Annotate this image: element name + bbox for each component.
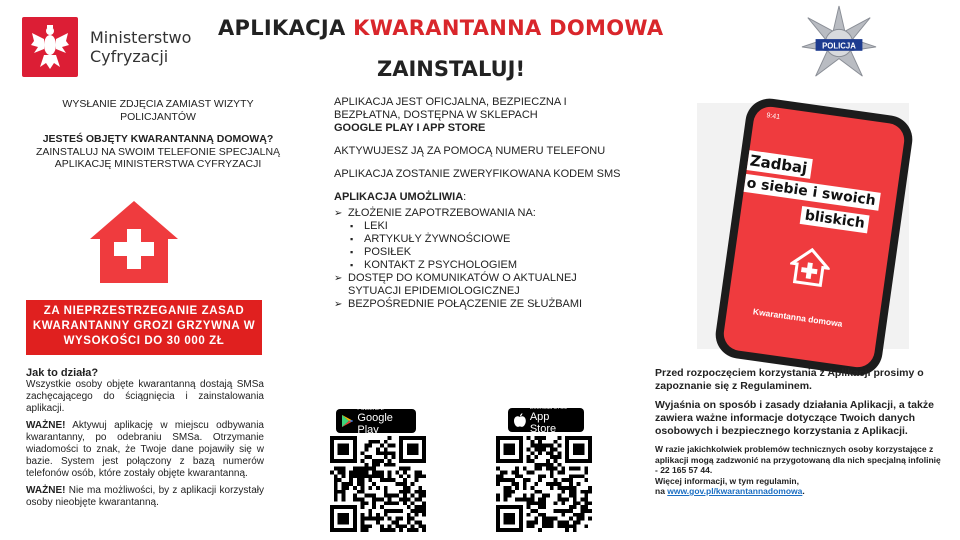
apple-small-text: Download on the (529, 405, 568, 411)
sub-feature-item: ▪ ARTYKUŁY ŻYWNOŚCIOWE (334, 233, 624, 246)
google-play-icon (342, 414, 353, 428)
helpline-note: W razie jakichkolwiek problemów technicznych osoby korzystające z aplikacji mogą zadzwonić na przygotowaną dla nich specjalną infolinię - 22 165 57 44. (655, 444, 941, 475)
app-name-on-screen: Kwarantanna domowa (752, 306, 844, 329)
phone-house-icon (787, 245, 832, 288)
install-text: ZAINSTALUJ NA SWOIM TELEFONIE SPECJALNĄ APLIKACJĘ MINISTERSTWA CYFRYZACJI (35, 145, 281, 170)
activation-info: AKTYWUJESZ JĄ ZA POMOCĄ NUMERU TELEFONU (334, 145, 606, 157)
google-play-badge[interactable] (336, 406, 416, 436)
app-store-qr-code[interactable] (496, 436, 592, 532)
police-label: POLICJA (822, 41, 856, 51)
regulations-intro: Przed rozpoczęciem korzystania z Aplikacji prosimy o zapoznanie się z Regulaminem. (655, 367, 924, 392)
app-store-badge[interactable] (508, 405, 584, 435)
ministry-line1: Ministerstwo (90, 28, 192, 47)
regulations-details: Wyjaśnia on sposób i zasady działania Aplikacji, a także zawiera ważne informacje dotyczące Twoich danych osobowych i bezpiecznego korzystania z Aplikacji. (655, 399, 934, 437)
features-list (334, 207, 624, 311)
phone-time: 9:41 (765, 112, 781, 122)
feature-item: ➢ ZŁOŻENIE ZAPOTRZEBOWANIA NA: (334, 207, 624, 220)
stores-names: GOOGLE PLAY I APP STORE (334, 122, 486, 134)
ministry-name (90, 28, 191, 66)
poland-eagle-logo (22, 17, 78, 77)
google-big-text: Google Play (357, 412, 393, 436)
eagle-icon (30, 23, 70, 71)
slogan-line2 (742, 174, 881, 211)
sub-feature-item: ▪ POSIŁEK (334, 246, 624, 259)
feature-item: ➢ DOSTĘP DO KOMUNIKATÓW O AKTUALNEJ SYTUACJI EPIDEMIOLOGICZNEJ (334, 272, 624, 298)
important-label: WAŻNE! (26, 485, 66, 496)
na-text: na (655, 486, 668, 496)
how-paragraph-1: Wszystkie osoby objęte kwarantanną dostają SMSa zachęcającego do ściągnięcia i zainstalowania aplikacji. (26, 379, 264, 414)
enables-label: APLIKACJA UMOŻLIWIA (334, 191, 464, 203)
how-title: Jak to działa? (26, 367, 99, 379)
slogan-word: Zadbaj (745, 150, 813, 179)
link-dot: . (802, 486, 805, 496)
important-label: WAŻNE! (26, 420, 66, 431)
enables-colon: : (463, 191, 467, 203)
page-title (218, 16, 663, 40)
title-red: KWARANTANNA DOMOWA (353, 16, 664, 40)
verification-info: APLIKACJA ZOSTANIE ZWERYFIKOWANA KODEM SMS (334, 168, 621, 180)
slogan-word: bliskich (800, 206, 870, 233)
enables-heading (334, 191, 624, 204)
how-p3-text: Nie ma możliwości, by z aplikacji korzystały osoby nieobjęte kwarantanną. (26, 485, 264, 508)
app-description (334, 96, 624, 311)
official-text: APLIKACJA JEST OFICJALNA, BEZPIECZNA I BEZPŁATNA, DOSTĘPNA W SKLEPACH (334, 96, 567, 121)
how-paragraph-2 (26, 420, 264, 480)
slogan-word: o siebie i swoich (742, 174, 881, 211)
intro-text: WYSŁANIE ZDJĘCIA ZAMIAST WIZYTY POLICJANTÓW (62, 98, 254, 123)
more-info-text: Więcej informacji, w tym regulamin, (655, 475, 799, 486)
sub-feature-item: ▪ KONTAKT Z PSYCHOLOGIEM (334, 259, 624, 272)
google-small-text: POBIERZ Z (357, 406, 384, 412)
feature-item: ➢ BEZPOŚREDNIE POŁĄCZENIE ZE SŁUŻBAMI (334, 298, 624, 311)
regulations-info (655, 367, 945, 497)
fine-warning: ZA NIEPRZESTRZEGANIE ZASAD KWARANTANNY GROZI GRZYWNA W WYSOKOŚCI DO 30 000 ZŁ (26, 300, 262, 355)
google-play-qr-code[interactable] (330, 436, 426, 532)
left-intro (28, 98, 288, 171)
slogan-line3 (800, 206, 870, 233)
house-cross-icon (88, 199, 180, 285)
website-line (655, 486, 945, 497)
how-p2-text: Aktywuj aplikację w miejscu odbywania kwarantanny, po odebraniu SMSa. Otrzymanie wiadomości to znak, że Twoje dane pojawiły się w bazie. System jest połączony z bazą numerów telefonów osób, które zostały objęte kwarantanną. (26, 420, 264, 479)
how-paragraph-3 (26, 485, 264, 509)
official-info (334, 96, 624, 135)
install-heading: ZAINSTALUJ! (377, 57, 526, 81)
apple-big-text: App Store (529, 411, 557, 435)
sub-feature-item: ▪ LEKI (334, 220, 624, 233)
ministry-line2: Cyfryzacji (90, 47, 169, 66)
how-it-works (26, 367, 264, 514)
title-black: APLIKACJA (218, 16, 354, 40)
phone-screen (722, 105, 907, 370)
police-star-logo (800, 4, 878, 82)
apple-icon (514, 413, 526, 427)
website-link[interactable]: www.gov.pl/kwarantannadomowa (667, 486, 803, 496)
quarantine-question: JESTEŚ OBJĘTY KWARANTANNĄ DOMOWĄ? (42, 133, 274, 145)
